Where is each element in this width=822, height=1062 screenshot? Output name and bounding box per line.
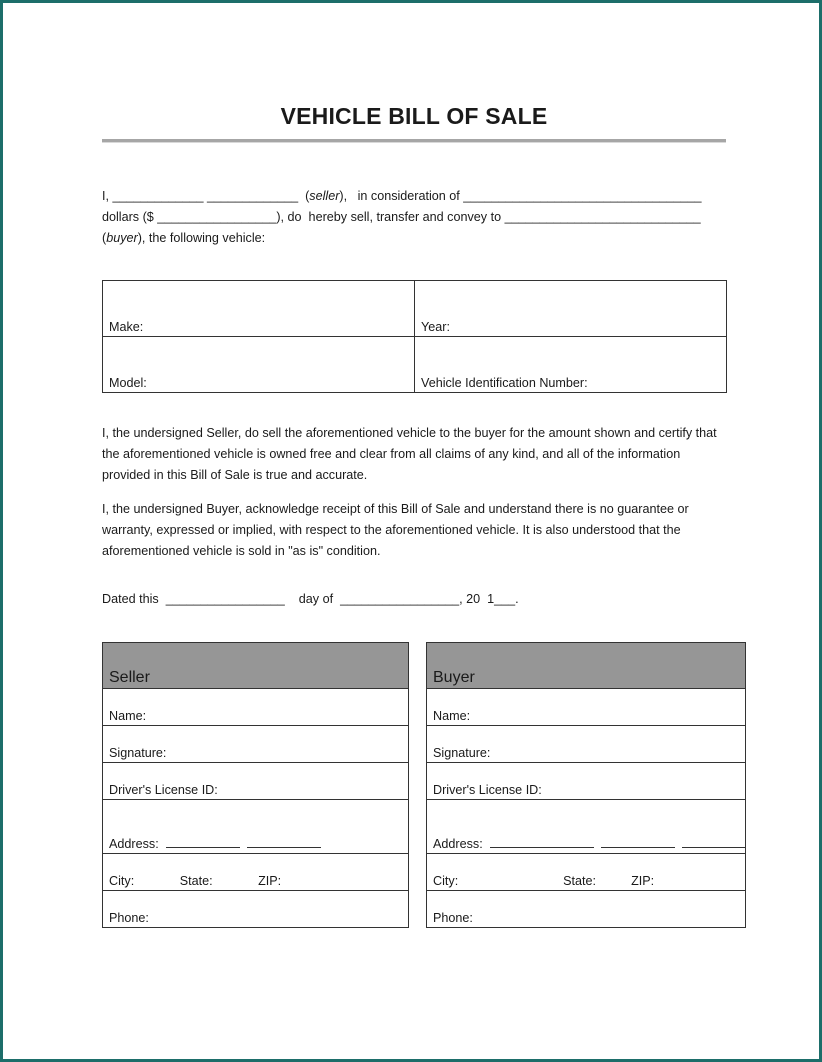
model-field[interactable]: Model: <box>103 337 415 393</box>
seller-statement: I, the undersigned Seller, do sell the aforementioned vehicle to the buyer for the amount shown and certify that the aforementioned vehicle is owned free and clear from all claims of any kind, and all of the information provided in this Bill of Sale is true and accurate. <box>102 426 717 482</box>
buyer-signature-field[interactable]: Signature: <box>427 726 746 763</box>
buyer-heading: Buyer <box>427 643 746 689</box>
seller-term: seller <box>309 189 340 203</box>
buyer-city-state-zip-field[interactable] <box>427 854 746 891</box>
make-field[interactable]: Make: <box>103 281 415 337</box>
address-blank <box>682 846 746 848</box>
seller-city-label: City: <box>109 874 135 888</box>
buyer-zip-label: ZIP: <box>631 874 655 888</box>
title-underline <box>102 139 726 143</box>
buyer-statement: I, the undersigned Buyer, acknowledge receipt of this Bill of Sale and understand there is no guarantee or warranty, expressed or implied, with respect to the aforementioned vehicle. It is also understood that the aforementioned vehicle is sold in "as is" condition. <box>102 502 689 558</box>
address-blank <box>166 846 240 848</box>
intro-line-3-end: ), the following vehicle: <box>137 231 266 245</box>
buyer-address-label: Address: <box>433 837 483 851</box>
seller-block <box>102 642 409 928</box>
seller-address-field[interactable] <box>103 800 409 854</box>
seller-phone-field[interactable]: Phone: <box>103 891 409 928</box>
vin-field[interactable]: Vehicle Identification Number: <box>415 337 727 393</box>
vehicle-details-table <box>102 280 727 393</box>
intro-line-1-end: ), in consideration of __________________________________ <box>339 189 702 203</box>
dated-line: Dated this _________________ day of _________________, 20 1___. <box>102 592 519 606</box>
seller-license-field[interactable]: Driver's License ID: <box>103 763 409 800</box>
buyer-block <box>426 642 746 928</box>
seller-city-state-zip-field[interactable] <box>103 854 409 891</box>
address-blank <box>601 846 675 848</box>
buyer-address-field[interactable] <box>427 800 746 854</box>
intro-line-2: dollars ($ _________________), do hereby sell, transfer and convey to ____________________________ <box>102 210 701 224</box>
buyer-state-label: State: <box>563 874 597 888</box>
buyer-city-label: City: <box>433 874 459 888</box>
document-title: VEHICLE BILL OF SALE <box>280 103 548 129</box>
buyer-phone-field[interactable]: Phone: <box>427 891 746 928</box>
buyer-license-field[interactable]: Driver's License ID: <box>427 763 746 800</box>
seller-address-label: Address: <box>109 837 159 851</box>
seller-signature-field[interactable]: Signature: <box>103 726 409 763</box>
year-field[interactable]: Year: <box>415 281 727 337</box>
address-blank <box>490 846 594 848</box>
intro-line-3: (buyer), the following vehicle: <box>102 231 266 245</box>
buyer-term: buyer <box>106 231 138 245</box>
seller-heading: Seller <box>103 643 409 689</box>
seller-zip-label: ZIP: <box>258 874 282 888</box>
seller-state-label: State: <box>179 874 213 888</box>
seller-name-field[interactable]: Name: <box>103 689 409 726</box>
intro-line-1 <box>102 189 701 203</box>
intro-line-1-start: I, _____________ _____________ ( <box>102 189 310 203</box>
address-blank <box>247 846 321 848</box>
buyer-name-field[interactable]: Name: <box>427 689 746 726</box>
